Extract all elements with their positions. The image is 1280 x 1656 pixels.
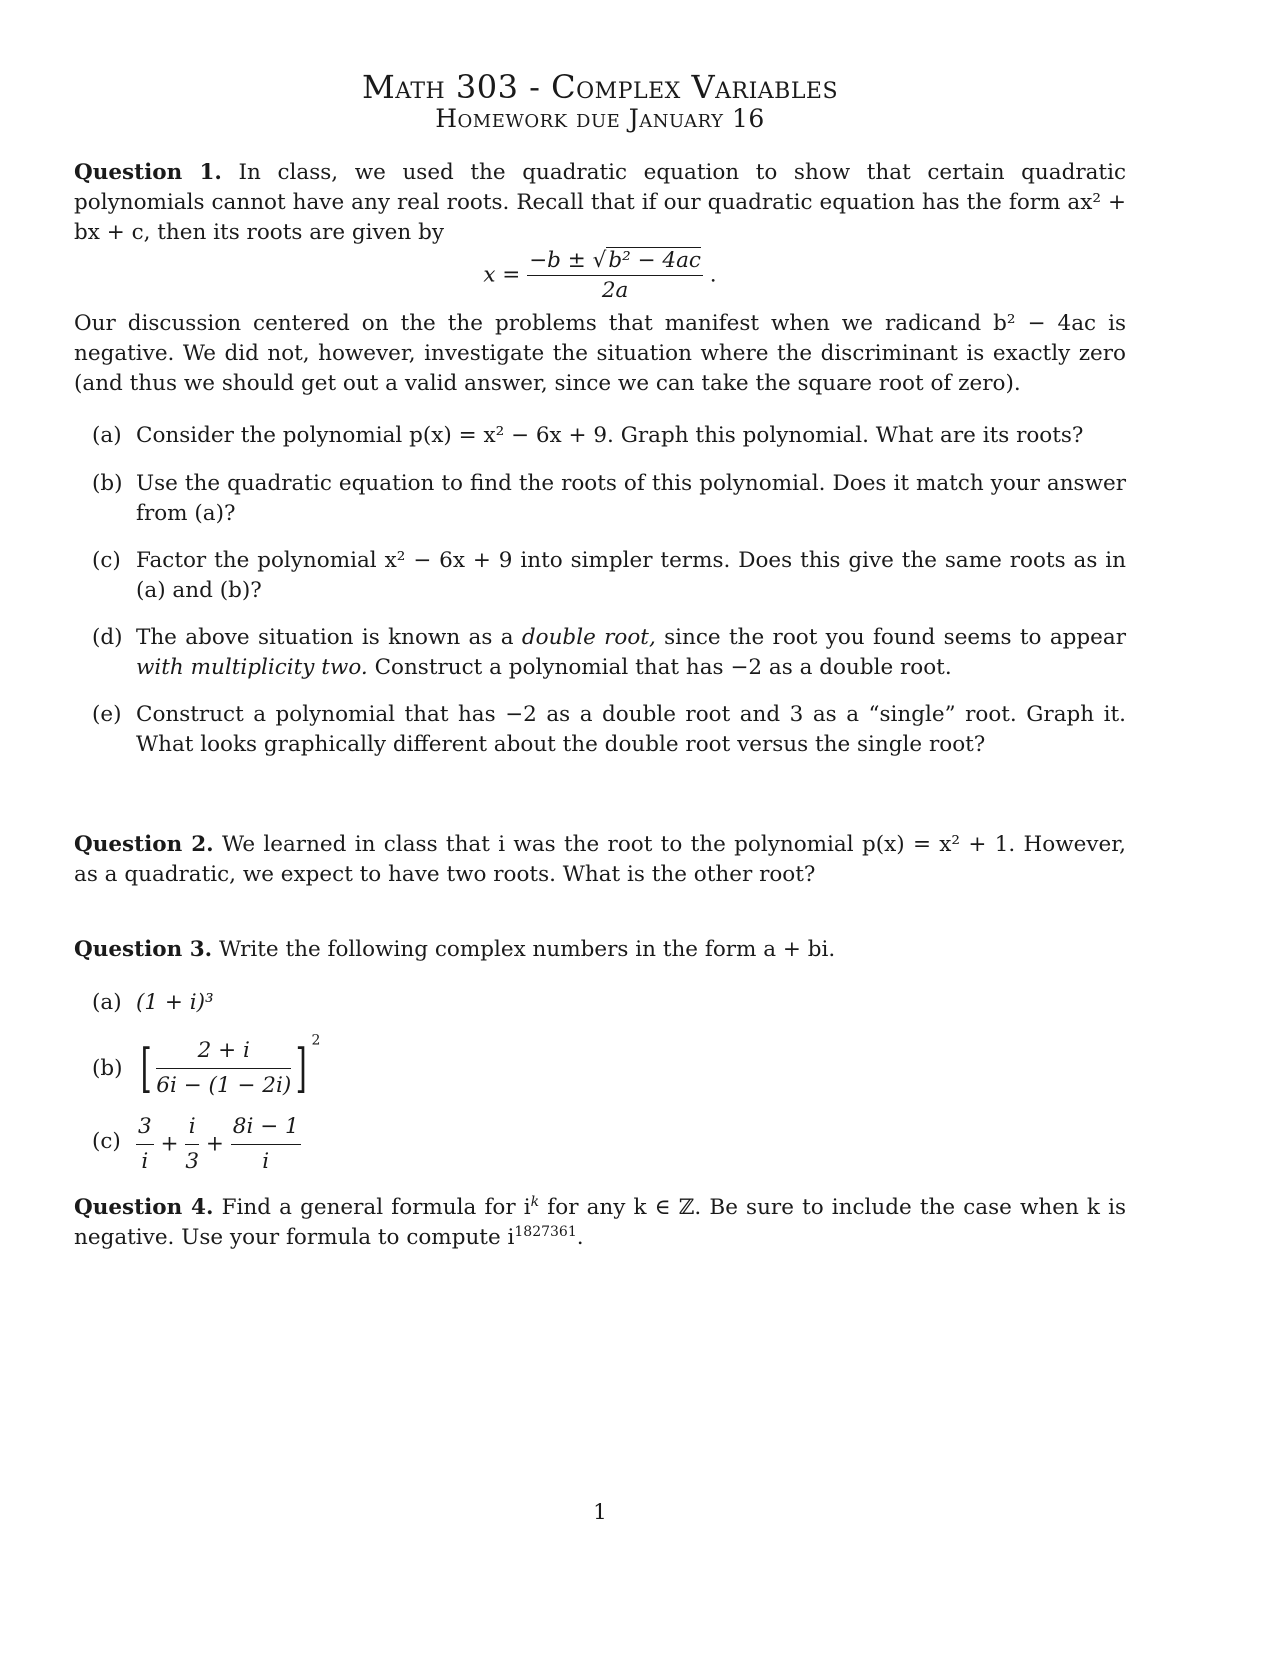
part-expression <box>136 1112 1126 1177</box>
formula-fraction <box>527 248 703 303</box>
question-1-part-c <box>92 546 1126 606</box>
part-label: (c) <box>92 548 121 573</box>
part-label: (a) <box>92 423 122 448</box>
question-1-intro-text: In class, we used the quadratic equation to show that certain quadratic polynomials cannot have any real roots. Recall that if our quadratic equation has the form ax² + bx + c, then its roots are given by <box>74 160 1126 245</box>
part-text: Use the quadratic equation to find the roots of this polynomial. Does it match your answer from (a)? <box>136 471 1126 526</box>
part-label: (b) <box>92 471 123 496</box>
formula-period: . <box>709 262 717 288</box>
formula-lhs: x = <box>483 262 521 288</box>
left-bracket: [ <box>140 1038 152 1099</box>
part-d-text-2: since the root you found seems to appear <box>655 625 1126 650</box>
exponent-1827361: 1827361 <box>514 1223 577 1240</box>
part-label: (c) <box>92 1129 121 1154</box>
formula-numerator <box>527 248 703 276</box>
formula-denominator: 2a <box>601 278 629 303</box>
part-expression: (1 + i)³ <box>136 990 214 1015</box>
question-3-part-b <box>92 1032 1126 1101</box>
question-3-text: Write the following complex numbers in the form a + bi. <box>219 937 836 962</box>
fraction-3 <box>231 1112 301 1177</box>
question-1-part-a <box>92 421 1126 451</box>
part-label: (b) <box>92 1056 123 1081</box>
question-3-part-a <box>92 988 1126 1018</box>
formula-numerator-lead: −b ± √ <box>529 248 607 273</box>
part-text: Construct a polynomial that has −2 as a double root and 3 as a “single” root. Graph it. What looks graphically different about the double root versus the single root? <box>136 702 1126 757</box>
question-1-part-b <box>92 469 1126 529</box>
question-1-part-e <box>92 700 1126 760</box>
page-number: 1 <box>593 1500 607 1525</box>
question-1-intro <box>74 158 1126 248</box>
part-label: (a) <box>92 990 122 1015</box>
fraction-denominator: i <box>262 1149 270 1174</box>
part-label: (e) <box>92 702 122 727</box>
question-3 <box>74 935 1126 965</box>
question-4-text-1: Find a general formula for i <box>221 1195 531 1220</box>
bracket-fraction <box>156 1036 291 1101</box>
plus-sign: + <box>205 1131 224 1157</box>
fraction-numerator: i <box>185 1112 199 1145</box>
fraction-1 <box>136 1112 154 1177</box>
fraction-denominator: 3 <box>185 1149 200 1174</box>
question-1-discussion: Our discussion centered on the the problems that manifest when we radicand b² − 4ac is negative. We did not, however, investigate the situation where the discriminant is exactly zero (and thus we should get out a valid answer, since we can take the square root of zero). <box>74 311 1126 396</box>
bracket-exponent: 2 <box>311 1032 321 1049</box>
question-4-text-2: for any k ∈ ℤ. Be sure to include the case when k is negative. Use your formula to compute i <box>74 1195 1126 1250</box>
fraction-denominator: i <box>141 1149 149 1174</box>
question-2-label: Question 2. <box>74 832 214 857</box>
part-text: Consider the polynomial p(x) = x² − 6x + 9. Graph this polynomial. What are its roots? <box>136 423 1084 448</box>
fraction-2 <box>185 1112 199 1177</box>
question-2 <box>74 830 1126 890</box>
plus-sign: + <box>160 1131 179 1157</box>
double-root-term: double root, <box>521 625 656 650</box>
part-expression <box>136 1032 1126 1101</box>
formula-radicand: b² − 4ac <box>608 248 701 273</box>
fraction-numerator: 2 + i <box>156 1036 291 1069</box>
question-4-label: Question 4. <box>74 1195 214 1220</box>
right-bracket: ] <box>295 1038 307 1099</box>
question-1-part-d <box>92 623 1126 683</box>
question-4 <box>74 1193 1126 1253</box>
multiplicity-term: with multiplicity two. <box>136 655 368 680</box>
question-3-part-c <box>92 1112 1126 1177</box>
part-d-text-3: Construct a polynomial that has −2 as a double root. <box>367 655 952 680</box>
question-3-label: Question 3. <box>74 937 213 962</box>
exponent-k: k <box>530 1193 540 1210</box>
part-text <box>136 623 1126 683</box>
page-title: Math 303 - Complex Variables <box>361 68 839 106</box>
question-2-text: We learned in class that i was the root to the polynomial p(x) = x² + 1. However, as a quadratic, we expect to have two roots. What is the other root? <box>74 832 1126 887</box>
page-subtitle: Homework due January 16 <box>435 104 765 133</box>
fraction-denominator: 6i − (1 − 2i) <box>156 1073 292 1098</box>
question-4-text-3: . <box>576 1225 584 1250</box>
question-1-label: Question 1. <box>74 160 222 185</box>
fraction-numerator: 8i − 1 <box>231 1112 301 1145</box>
quadratic-formula <box>0 248 1200 303</box>
part-text: Factor the polynomial x² − 6x + 9 into simpler terms. Does this give the same roots as in (a) and (b)? <box>136 548 1126 603</box>
part-label: (d) <box>92 625 123 650</box>
fraction-numerator: 3 <box>136 1112 154 1145</box>
part-d-text-1: The above situation is known as a <box>136 625 522 650</box>
